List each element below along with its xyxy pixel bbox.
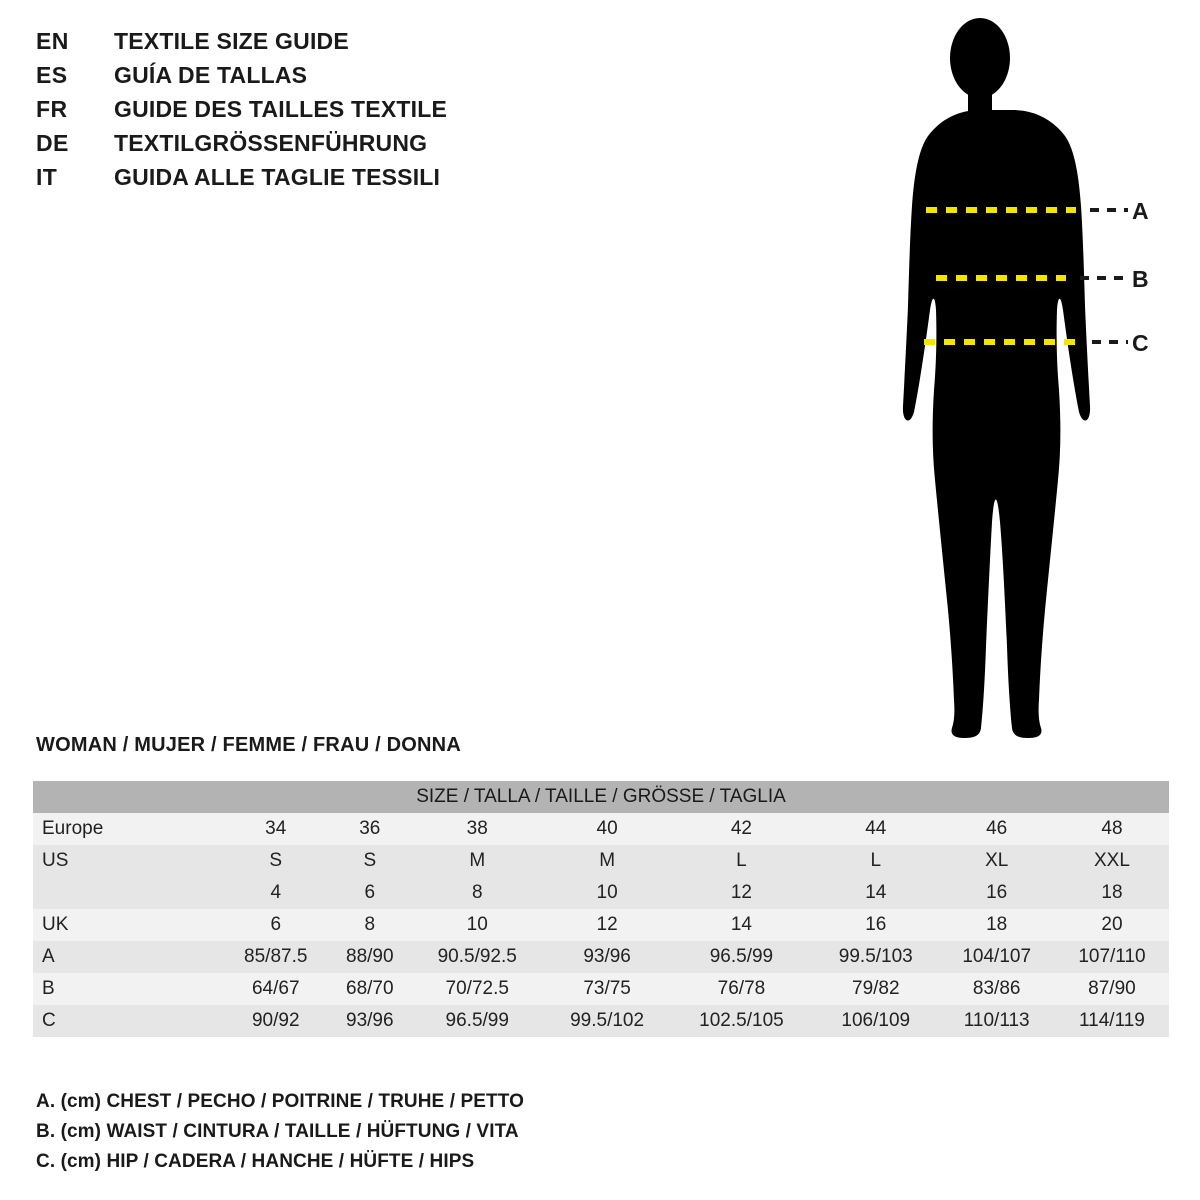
table-row <box>33 1005 1169 1037</box>
cell: 96.5/99 <box>709 946 774 967</box>
table-header-row <box>33 781 1169 813</box>
cell: 10 <box>596 882 618 903</box>
language-title: TEXTILGRÖSSENFÜHRUNG <box>114 130 428 156</box>
cell: 99.5/103 <box>838 946 913 967</box>
size-table <box>33 781 1169 1037</box>
cell: 8 <box>471 882 483 903</box>
language-row <box>36 62 656 96</box>
cell: 99.5/102 <box>570 1010 645 1031</box>
cell: 42 <box>730 818 752 839</box>
cell: 76/78 <box>717 978 766 999</box>
cell: 8 <box>364 914 376 935</box>
cell: 48 <box>1101 818 1123 839</box>
cell: 70/72.5 <box>445 978 509 999</box>
language-row <box>36 164 656 198</box>
cell: XL <box>985 850 1009 871</box>
cell: L <box>870 850 882 871</box>
cell: 96.5/99 <box>445 1010 509 1031</box>
measurement-figure <box>840 10 1190 750</box>
cell: 102.5/105 <box>699 1010 784 1031</box>
language-code: IT <box>36 164 58 190</box>
language-title: GUIDA ALLE TAGLIE TESSILI <box>114 164 441 190</box>
cell: 36 <box>359 818 381 839</box>
table-row <box>33 813 1169 845</box>
cell: 16 <box>865 914 887 935</box>
cell: M <box>599 850 616 871</box>
cell: 18 <box>986 914 1008 935</box>
cell: L <box>736 850 747 871</box>
footnote-c: C. (cm) HIP / CADERA / HANCHE / HÜFTE / HIPS <box>36 1151 475 1172</box>
cell: 79/82 <box>852 978 900 999</box>
cell: 12 <box>730 882 752 903</box>
measure-label-b: B <box>1132 266 1149 292</box>
cell: 93/96 <box>346 1010 394 1031</box>
cell: 4 <box>270 882 282 903</box>
cell: 6 <box>270 914 282 935</box>
cell: 44 <box>865 818 887 839</box>
cell: S <box>269 850 283 871</box>
table-header-label: SIZE / TALLA / TAILLE / GRÖSSE / TAGLIA <box>33 781 1169 813</box>
cell: XXL <box>1093 850 1130 871</box>
cell: 14 <box>865 882 887 903</box>
language-title: GUIDE DES TAILLES TEXTILE <box>114 96 447 122</box>
language-title: TEXTILE SIZE GUIDE <box>114 28 349 54</box>
cell: 46 <box>986 818 1008 839</box>
cell: 34 <box>265 818 287 839</box>
footnote-list <box>36 1087 936 1177</box>
table-row <box>33 877 1169 909</box>
cell: 14 <box>730 914 752 935</box>
footnote-b: B. (cm) WAIST / CINTURA / TAILLE / HÜFTUNG / VITA <box>36 1121 519 1142</box>
table-row <box>33 973 1169 1005</box>
cell: 85/87.5 <box>244 946 308 967</box>
row-label: C <box>42 1010 56 1031</box>
table-row <box>33 941 1169 973</box>
language-row <box>36 96 656 130</box>
language-code: EN <box>36 28 69 54</box>
cell: M <box>469 850 486 871</box>
table-row <box>33 845 1169 877</box>
language-title-list <box>36 28 656 198</box>
row-label: US <box>42 850 69 871</box>
cell: 64/67 <box>251 978 300 999</box>
cell: 93/96 <box>583 946 631 967</box>
language-code: FR <box>36 96 68 122</box>
cell: 106/109 <box>841 1010 911 1031</box>
cell: 6 <box>364 882 376 903</box>
table-row <box>33 909 1169 941</box>
cell: 20 <box>1101 914 1123 935</box>
row-label: B <box>42 978 55 999</box>
cell: 68/70 <box>346 978 394 999</box>
cell: 104/107 <box>962 946 1032 967</box>
measure-label-a: A <box>1132 198 1149 224</box>
language-code: ES <box>36 62 68 88</box>
language-row <box>36 28 656 62</box>
footnote-a: A. (cm) CHEST / PECHO / POITRINE / TRUHE / PETTO <box>36 1091 524 1112</box>
cell: 38 <box>466 818 488 839</box>
cell: 73/75 <box>583 978 631 999</box>
cell: 114/119 <box>1079 1010 1145 1031</box>
row-label: UK <box>42 914 69 935</box>
row-label: A <box>42 946 55 967</box>
row-label <box>33 877 222 909</box>
section-heading: WOMAN / MUJER / FEMME / FRAU / DONNA <box>36 734 461 756</box>
cell: 12 <box>596 914 618 935</box>
cell: 107/110 <box>1078 946 1146 967</box>
cell: 88/90 <box>346 946 394 967</box>
cell: 90.5/92.5 <box>437 946 517 967</box>
cell: 90/92 <box>251 1010 300 1031</box>
language-row <box>36 130 656 164</box>
cell: 110/113 <box>963 1010 1030 1031</box>
cell: 18 <box>1101 882 1123 903</box>
row-label: Europe <box>42 818 104 839</box>
cell: 40 <box>596 818 618 839</box>
language-title: GUÍA DE TALLAS <box>114 62 308 88</box>
woman-silhouette-icon <box>840 10 1190 750</box>
cell: S <box>363 850 377 871</box>
cell: 83/86 <box>972 978 1021 999</box>
language-code: DE <box>36 130 69 156</box>
measure-label-c: C <box>1132 330 1149 356</box>
cell: 87/90 <box>1088 978 1136 999</box>
cell: 10 <box>466 914 488 935</box>
cell: 16 <box>986 882 1008 903</box>
